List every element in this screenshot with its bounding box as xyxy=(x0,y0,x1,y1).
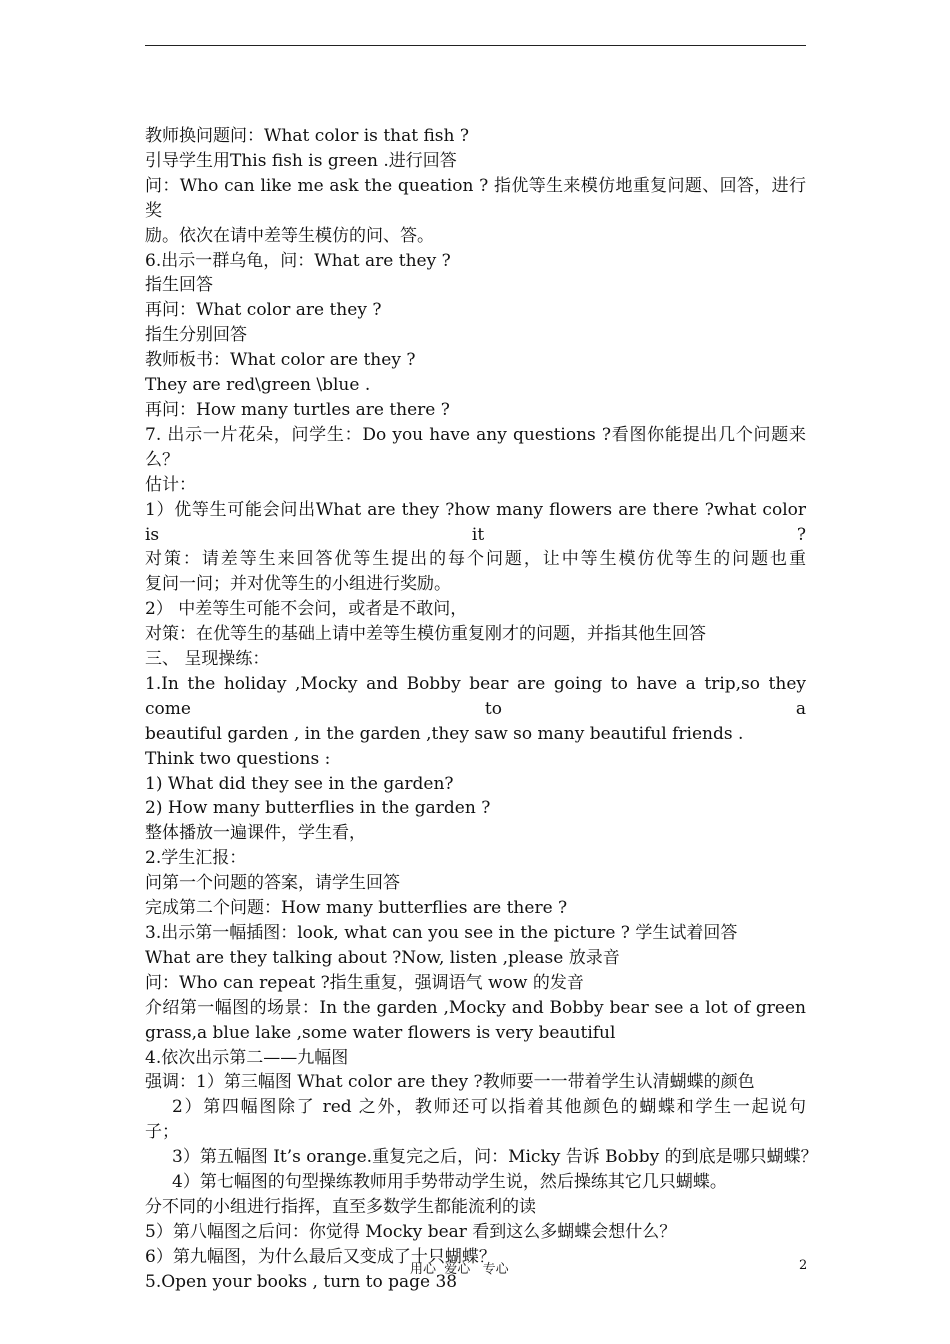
text-line: 么？ xyxy=(145,449,179,470)
text-line: 3.出示第一幅插图：look, what can you see in the picture ? 学生试着回答 xyxy=(145,923,738,943)
text-line: 复问一问；并对优等生的小组进行奖励。 xyxy=(145,574,451,595)
text-line: 3）第五幅图 It’s orange.重复完之后，问：Micky 告诉 Bobby 的到底是哪只蝴蝶？ xyxy=(172,1147,818,1168)
text-line: 问第一个问题的答案，请学生回答 xyxy=(145,873,400,894)
text-line: 4）第七幅图的句型操练教师用手势带动学生说，然后操练其它几只蝴蝶。 xyxy=(172,1172,727,1193)
text-line: 5）第八幅图之后问：你觉得 Mocky bear 看到这么多蝴蝶会想什么？ xyxy=(145,1221,677,1242)
text-line: 2）第四幅图除了 red 之外，教师还可以指着其他颜色的蝴蝶和学生一起说句 xyxy=(172,1097,806,1118)
text-line: 2） 中差等生可能不会问，或者是不敢问， xyxy=(145,599,468,620)
text-line: 教师换问题问：What color is that fish ? xyxy=(145,126,469,146)
text-line: They are red\green \blue . xyxy=(145,375,371,396)
text-line: 7. 出示一片花朵，问学生：Do you have any questions ?看图你能提出几个问题来 xyxy=(145,424,806,445)
text-line: What are they talking about ?Now, listen ,please 放录音 xyxy=(145,947,620,968)
text-line: 对策：在优等生的基础上请中差等生模仿重复刚才的问题，并指其他生回答 xyxy=(145,624,706,645)
text-line: 教师板书：What color are they ? xyxy=(145,350,416,371)
text-line: 强调：1）第三幅图 What color are they ?教师要一一带着学生认清蝴蝶的颜色 xyxy=(145,1072,755,1093)
text-line: 5.Open your books , turn to page 38 xyxy=(145,1271,458,1292)
header-rule xyxy=(145,45,806,46)
text-line: 指生回答 xyxy=(145,275,213,296)
text-line: 分不同的小组进行指挥，直至多数学生都能流利的读 xyxy=(145,1196,536,1217)
text-line: 1）优等生可能会问出What are they ?how many flowers are there ?what color is it ? xyxy=(145,499,806,545)
text-line: Think two questions : xyxy=(145,748,331,769)
text-line: 子； xyxy=(145,1122,179,1143)
text-line: 1) What did they see in the garden? xyxy=(145,773,454,794)
text-line: 问：Who can like me ask the queation ? 指优等生来模仿地重复问题、回答，进行奖 xyxy=(145,175,806,221)
text-line: 2.学生汇报： xyxy=(145,848,247,869)
text-line: 励。依次在请中差等生模仿的问、答。 xyxy=(145,225,434,246)
text-line: 再问：How many turtles are there ? xyxy=(145,399,450,420)
text-line: grass,a blue lake ,some water flowers is very beautiful xyxy=(145,1022,616,1043)
text-line: 4.依次出示第二——九幅图 xyxy=(145,1047,349,1068)
text-line: 2) How many butterflies in the garden ? xyxy=(145,798,491,819)
text-line: 问：Who can repeat ?指生重复，强调语气 wow 的发音 xyxy=(145,972,584,993)
text-line: 指生分别回答 xyxy=(145,325,247,346)
text-line: 6）第九幅图，为什么最后又变成了十只蝴蝶？ xyxy=(145,1246,496,1267)
text-line: 介绍第一幅图的场景：In the garden ,Mocky and Bobby bear see a lot of green xyxy=(145,997,806,1018)
section-heading: 三、 呈现操练： xyxy=(145,649,270,670)
text-line: 完成第二个问题：How many butterflies are there ? xyxy=(145,898,568,919)
text-line: 6.出示一群乌龟，问：What are they ? xyxy=(145,250,451,271)
document-body xyxy=(145,124,818,1295)
text-line: 整体播放一遍课件，学生看， xyxy=(145,823,366,844)
text-line: 估计： xyxy=(145,474,196,495)
text-line: 引导学生用This fish is green .进行回答 xyxy=(145,150,457,171)
text-line: beautiful garden , in the garden ,they saw so many beautiful friends . xyxy=(145,723,744,744)
text-line: 对策：请差等生来回答优等生提出的每个问题，让中等生模仿优等生的问题也重 xyxy=(145,549,806,570)
page-number: 2 xyxy=(799,1258,808,1273)
footer-motto: 用心 爱心 专心 xyxy=(410,1262,509,1277)
text-line: 再问：What color are they ? xyxy=(145,300,382,321)
text-line: 1.In the holiday ,Mocky and Bobby bear are going to have a trip,so they come to a xyxy=(145,673,806,719)
